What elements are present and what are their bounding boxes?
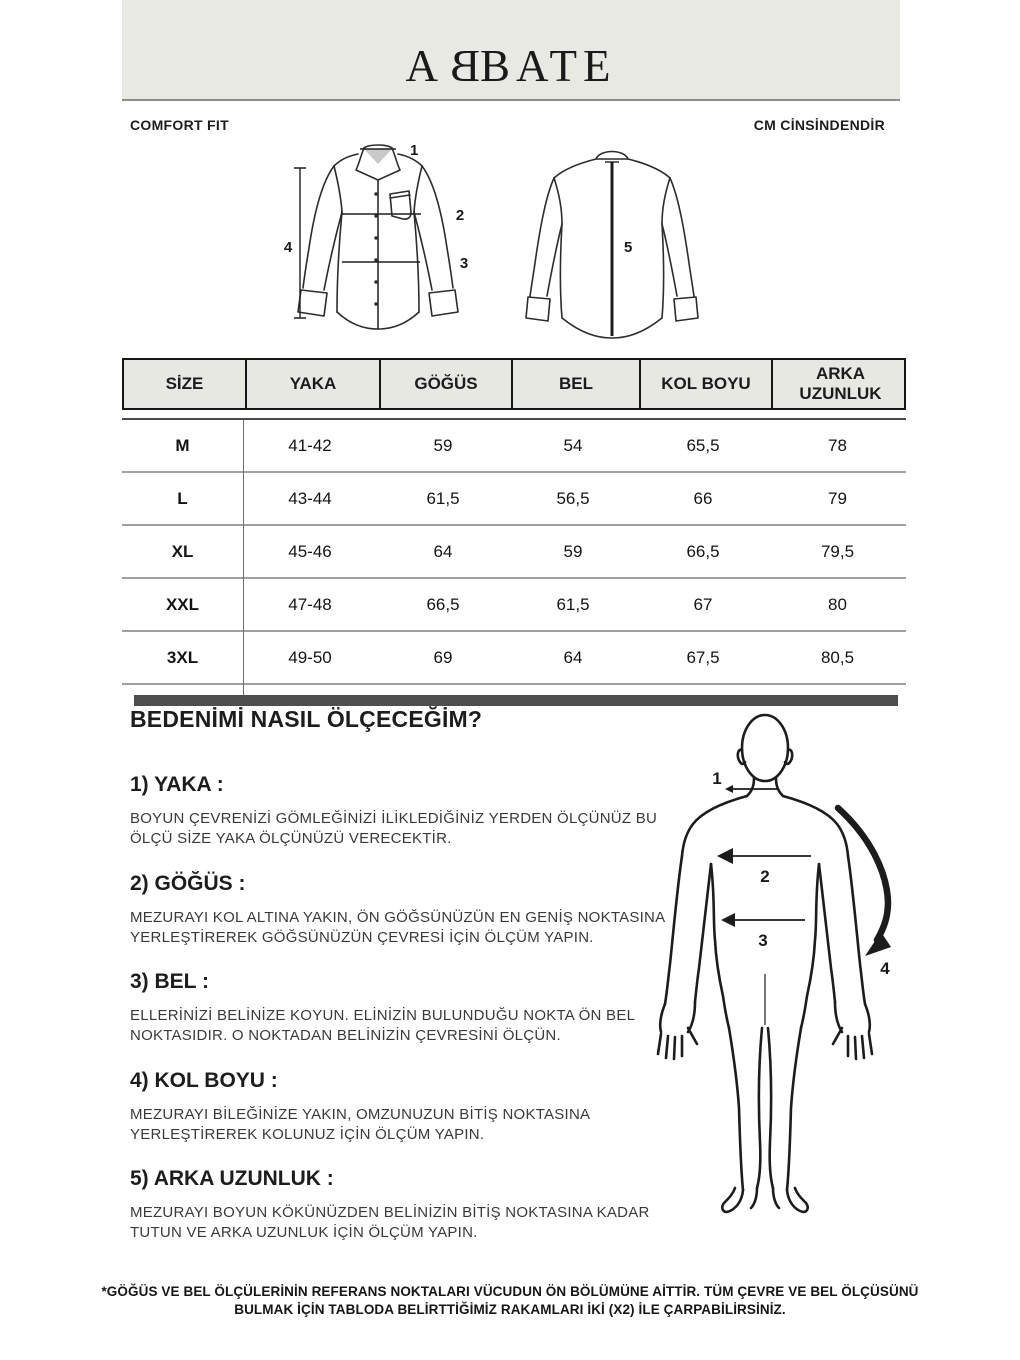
cell-kol-boyu: 66,5: [686, 541, 720, 561]
cell-yaka: 47-48: [288, 594, 332, 614]
cell-arka-uzunluk: 79,5: [820, 541, 855, 561]
figure-measure-arrows: [712, 769, 891, 978]
cell-bel: 54: [563, 435, 583, 455]
cell-arka-uzunluk: 78: [828, 435, 847, 455]
front-shirt-drawing: [298, 145, 458, 329]
guide-section-yaka: [130, 773, 695, 850]
marker-waist: 3: [459, 255, 469, 272]
logo-letters-rest: BATE: [480, 41, 617, 91]
body-figure-diagram: [655, 712, 905, 1227]
cell-size: XXL: [165, 594, 200, 614]
cell-bel: 56,5: [556, 488, 590, 508]
cell-bel: 64: [563, 647, 583, 667]
section-heading: 3) BEL :: [130, 970, 209, 993]
cell-size: L: [177, 488, 188, 508]
cell-yaka: 49-50: [288, 647, 332, 667]
cell-gogus: 59: [433, 435, 453, 455]
col-header-bel: BEL: [511, 360, 639, 408]
brand-header: [122, 0, 900, 101]
figure-marker-sleeve: 4: [880, 959, 890, 978]
logo-letter-a: A: [405, 41, 444, 91]
marker-sleeve: 4: [284, 239, 293, 256]
cell-gogus: 69: [433, 647, 453, 667]
section-heading: 1) YAKA :: [130, 773, 224, 796]
cell-gogus: 64: [433, 541, 453, 561]
table-gap: [122, 685, 906, 695]
cell-arka-uzunluk: 80,5: [820, 647, 855, 667]
section-heading: 5) ARKA UZUNLUK :: [130, 1167, 334, 1190]
section-body: BOYUN ÇEVRENİZİ GÖMLEĞİNİZİ İLİKLEDİĞİNİZ YERDEN ÖLÇÜNÜZ BU ÖLÇÜ SİZE YAKA ÖLÇÜNÜZÜ VERECEKTİR.: [130, 810, 658, 848]
shirt-measurement-diagram: [284, 142, 704, 344]
cell-kol-boyu: 65,5: [686, 435, 720, 455]
cell-bel: 61,5: [556, 594, 590, 614]
guide-section-arka-uzunluk: [130, 1167, 695, 1244]
section-heading: 4) KOL BOYU :: [130, 1068, 278, 1092]
cell-bel: 59: [563, 541, 583, 561]
unit-label: CM CİNSİNDENDİR: [753, 117, 885, 133]
brand-logo: [405, 41, 617, 91]
shirt-diagrams: [284, 142, 704, 344]
subheader-row: [130, 117, 885, 133]
table-bottom-bar: [134, 695, 898, 706]
table-row: [122, 579, 906, 632]
guide-section-gogus: [130, 872, 695, 949]
cell-kol-boyu: 66: [693, 488, 713, 508]
size-table-header: [122, 358, 906, 410]
figure-marker-chest: 2: [760, 867, 770, 886]
col-header-size: SİZE: [165, 374, 204, 394]
section-body: MEZURAYI BOYUN KÖKÜNÜZDEN BELİNİZİN BİTİŞ NOKTASINA KADAR TUTUN VE ARKA UZUNLUK İÇİN ÖLÇÜM YAPIN.: [130, 1204, 650, 1242]
figure-marker-collar: 1: [712, 769, 722, 788]
col-header-arka-uzunluk: ARKA UZUNLUK: [771, 360, 908, 408]
section-heading: 2) GÖĞÜS :: [130, 871, 246, 895]
cell-gogus: 61,5: [426, 488, 460, 508]
section-body: MEZURAYI KOL ALTINA YAKIN, ÖN GÖĞSÜNÜZÜN EN GENİŞ NOKTASINA YERLEŞTİREREK GÖĞSÜNÜZÜN ÇEVRESİ İÇİN ÖLÇÜM YAPIN.: [130, 908, 665, 946]
cell-yaka: 41-42: [288, 435, 332, 455]
figure-marker-waist: 3: [758, 931, 768, 950]
table-row: [122, 526, 906, 579]
cell-size: XL: [171, 541, 194, 561]
guide-section-kol-boyu: [130, 1069, 695, 1146]
size-table: [122, 358, 906, 706]
cell-yaka: 45-46: [288, 541, 332, 561]
back-shirt-drawing: [526, 152, 698, 339]
cell-kol-boyu: 67: [693, 594, 713, 614]
footnote: *GÖĞÜS VE BEL ÖLÇÜLERİNİN REFERANS NOKTALARI VÜCUDUN ÖN BÖLÜMÜNE AİTTİR. TÜM ÇEVRE VE BEL ÖLÇÜSÜNÜ BULMAK İÇİN TABLODA BELİRTTİĞİMİZ RAKAMLARI İKİ (X2) İLE ÇARPABİLİRSİNİZ.: [101, 1284, 919, 1317]
cell-gogus: 66,5: [426, 594, 460, 614]
cell-yaka: 43-44: [288, 488, 332, 508]
guide-section-bel: [130, 970, 695, 1047]
logo-letter-mirrored-b: B: [443, 41, 480, 91]
col-header-kol-boyu: KOL BOYU: [639, 360, 771, 408]
measuring-guide: [130, 706, 695, 1244]
table-row: [122, 473, 906, 526]
col-header-yaka: YAKA: [245, 360, 379, 408]
section-body: MEZURAYI BİLEĞİNİZE YAKIN, OMZUNUZUN BİTİŞ NOKTASINA YERLEŞTİREREK KOLUNUZ İÇİN ÖLÇÜM YAPIN.: [130, 1105, 590, 1143]
cell-arka-uzunluk: 80: [828, 594, 847, 614]
cell-kol-boyu: 67,5: [686, 647, 720, 667]
fit-label: COMFORT FIT: [130, 117, 229, 133]
table-column-divider: [243, 420, 244, 695]
section-body: ELLERİNİZİ BELİNİZE KOYUN. ELİNİZİN BULUNDUĞU NOKTA ÖN BEL NOKTASIDIR. O NOKTADAN BELİNİZİN ÇEVRESİNİ ÖLÇÜN.: [130, 1007, 635, 1045]
table-row: [122, 632, 906, 685]
marker-back-length: 5: [624, 239, 633, 256]
cell-size: 3XL: [166, 647, 199, 667]
body-measurement-figure: [655, 712, 905, 1232]
size-table-body: [122, 418, 906, 695]
guide-title: BEDENİMİ NASIL ÖLÇECEĞİM?: [130, 706, 483, 732]
cell-arka-uzunluk: 79: [828, 488, 847, 508]
col-header-gogus: GÖĞÜS: [379, 360, 511, 408]
table-row: [122, 420, 906, 473]
cell-size: M: [175, 435, 190, 455]
marker-chest: 2: [455, 207, 465, 224]
marker-collar: 1: [410, 142, 419, 159]
